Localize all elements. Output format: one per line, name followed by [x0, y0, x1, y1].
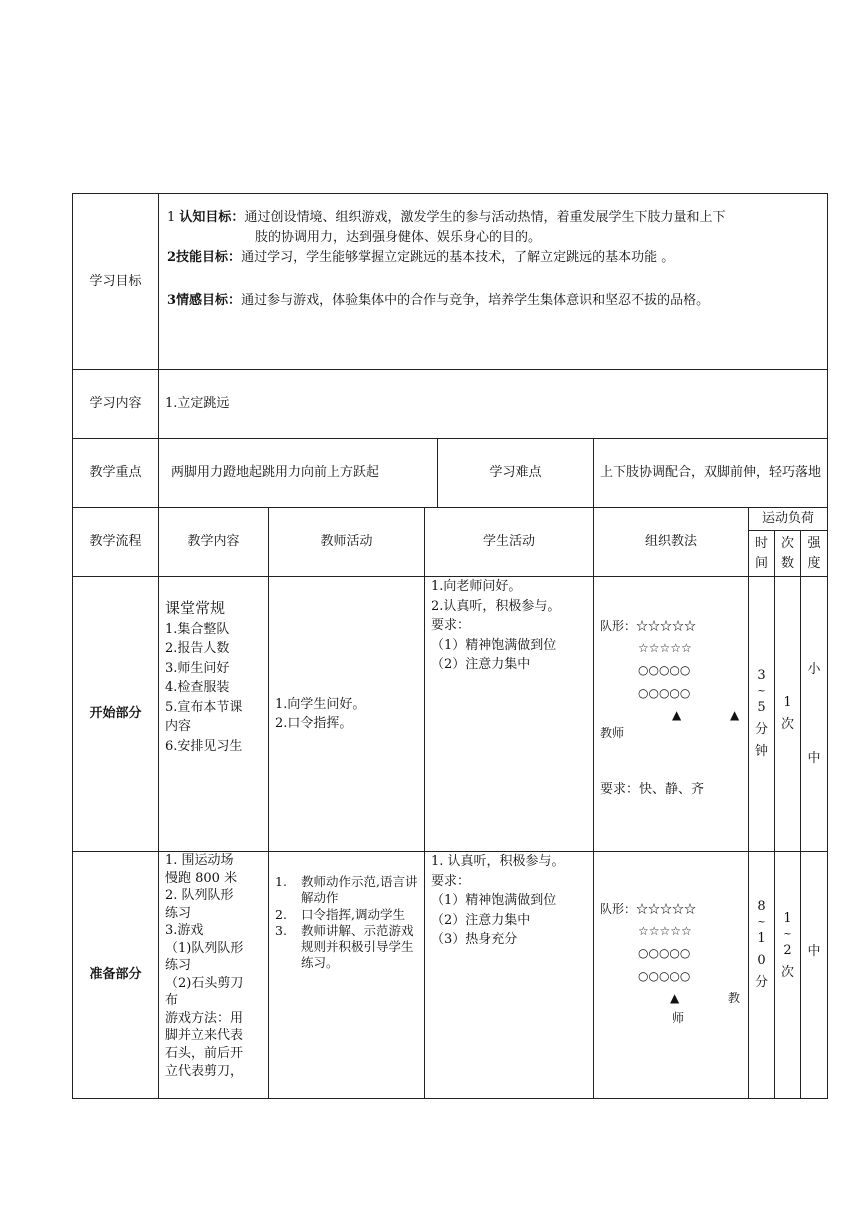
- prep-content: [159, 852, 269, 1099]
- goal-2: [167, 248, 819, 268]
- content-value: 1.立定跳远: [159, 370, 828, 439]
- start-student-item: 1.向老师问好。: [431, 579, 522, 594]
- prep-student-item: （1）精神饱满做到位: [431, 893, 557, 908]
- prep-student-item: （2）注意力集中: [431, 912, 531, 928]
- lesson-plan-table: [72, 193, 828, 1099]
- header-student: 学生活动: [425, 508, 594, 577]
- prep-time: 8 ~ 1 0 分: [749, 852, 775, 1099]
- prep-teacher-item: 2. 口令指挥,调动学生: [275, 906, 405, 922]
- start-content-item: 6.安排见习生: [165, 738, 243, 754]
- prep-student-item: 1. 认真听，积极参与。: [431, 854, 565, 869]
- start-teacher: [269, 577, 425, 852]
- prep-content-item: 立代表剪刀，: [165, 1063, 244, 1079]
- prep-content-item: 石头，前后开: [165, 1046, 244, 1062]
- goal-3-title: 情感目标：: [176, 292, 242, 308]
- formation-row: ☆☆☆☆☆: [638, 924, 692, 939]
- goal-1-title: 认知目标：: [179, 210, 245, 225]
- goals-label: 学习目标: [73, 194, 159, 370]
- focus-value: 两脚用力蹬地起跳用力向前上方跃起: [159, 439, 438, 508]
- start-content-item: 2.报告人数: [165, 641, 230, 656]
- header-count: 次 数: [775, 531, 801, 577]
- prep-student: [425, 852, 594, 1099]
- start-student-item: （2）注意力集中: [431, 657, 531, 672]
- formation-row: ☆☆☆☆☆: [636, 619, 697, 633]
- start-intensity: 小 中: [801, 577, 828, 852]
- prep-teacher-item: 3. 教师讲解、示范游戏规则并积极引导学生练习。: [275, 922, 414, 971]
- prep-org: [594, 852, 749, 1099]
- goal-2-title: 技能目标：: [176, 250, 242, 265]
- prep-row: [73, 852, 828, 1099]
- start-content-item: 5.宣布本节课: [165, 699, 243, 715]
- prep-content-item: 练习: [165, 958, 192, 974]
- goal-1-text: 通过创设情境、组织游戏，激发学生的参与活动热情，着重发展学生下肢力量和上下: [244, 210, 726, 225]
- prep-student-item: 要求：: [431, 873, 471, 889]
- start-count: 1 次: [775, 577, 801, 852]
- goal-2-num: 2: [167, 250, 177, 265]
- start-student-item: （1）精神饱满做到位: [431, 637, 557, 653]
- prep-content-item: 3.游戏: [165, 923, 204, 939]
- prep-student-item: （3）热身充分: [431, 932, 518, 947]
- start-student: [425, 577, 594, 852]
- prep-content-item: （1)队列队形: [165, 940, 244, 956]
- start-label: 开始部分: [73, 577, 159, 852]
- start-content-item: 4.检查服装: [165, 680, 230, 695]
- header-time: 时 间: [749, 531, 775, 577]
- start-content-item: 内容: [165, 719, 192, 734]
- start-student-item: 2.认真听，积极参与。: [431, 598, 561, 614]
- header-org: 组织教法: [594, 508, 749, 577]
- header-row-1: [73, 508, 828, 531]
- content-label: 学习内容: [73, 370, 159, 439]
- prep-content-item: 脚并立来代表: [165, 1028, 244, 1044]
- prep-teacher: [269, 852, 425, 1099]
- formation-row: ○○○○○: [638, 663, 691, 678]
- prep-content-item: 练习: [165, 905, 192, 921]
- start-requirement: 要求：快、静、齐: [600, 781, 705, 797]
- goal-3: [167, 291, 819, 311]
- prep-content-item: 2. 队列队形: [165, 888, 234, 904]
- formation-label: 队形：: [600, 902, 637, 916]
- goals-row: [73, 194, 828, 370]
- prep-content-item: 1. 围运动场: [165, 853, 234, 868]
- formation-row: ☆☆☆☆☆: [636, 902, 697, 916]
- start-content: [159, 577, 269, 852]
- teacher-marker-icon: ▲: [670, 990, 680, 1005]
- difficulty-label: 学习难点: [438, 439, 594, 508]
- formation-row: ☆☆☆☆☆: [638, 641, 692, 656]
- start-teacher-item: 1.向学生问好。: [275, 696, 366, 712]
- formation-row: ○○○○○: [638, 968, 691, 983]
- prep-count: 1 ~ 2 次: [775, 852, 801, 1099]
- prep-intensity: 中: [801, 852, 828, 1099]
- header-teach-content: 教学内容: [159, 508, 269, 577]
- difficulty-value: 上下肢协调配合，双脚前伸，轻巧落地: [594, 439, 828, 508]
- focus-label: 教学重点: [73, 439, 159, 508]
- teacher-marker-icon: ▲: [672, 707, 682, 722]
- start-content-item: 1.集合整队: [165, 621, 230, 637]
- teacher-label: 教: [728, 990, 741, 1005]
- start-student-item: 要求：: [431, 618, 471, 633]
- start-org: [594, 577, 749, 852]
- prep-content-item: 游戏方法：用: [165, 1010, 244, 1026]
- content-row: [73, 370, 828, 439]
- start-content-title: 课堂常规: [165, 599, 226, 617]
- goal-3-num: 3: [167, 292, 177, 308]
- teacher-marker-icon: ▲: [730, 707, 740, 722]
- prep-label: 准备部分: [73, 852, 159, 1099]
- prep-content-item: （2)石头剪刀: [165, 975, 244, 991]
- header-flow: 教学流程: [73, 508, 159, 577]
- start-time: 3 ~ 5 分 钟: [749, 577, 775, 852]
- goal-2-text: 通过学习，学生能够掌握立定跳远的基本技术，了解立定跳远的基本功能 。: [241, 250, 675, 265]
- formation-row: ○○○○○: [638, 685, 691, 700]
- start-row: [73, 577, 828, 852]
- start-content-item: 3.师生问好: [165, 660, 230, 676]
- teacher-label: 师: [672, 1010, 685, 1025]
- start-teacher-item: 2.口令指挥。: [275, 716, 353, 731]
- prep-teacher-item: 1. 教师动作示范,语言讲解动作: [275, 874, 418, 906]
- focus-row: [73, 439, 828, 508]
- header-load: 运动负荷: [749, 508, 828, 531]
- header-intensity: 强 度: [801, 531, 828, 577]
- goal-3-text: 通过参与游戏，体验集体中的合作与竞争，培养学生集体意识和坚忍不拔的品格。: [241, 292, 710, 308]
- goal-1-text-cont: 肢的协调用力，达到强身健体、娱乐身心的目的。: [255, 229, 542, 245]
- header-teacher: 教师活动: [269, 508, 425, 577]
- goal-1: [167, 208, 819, 228]
- goals-cell: [159, 194, 828, 370]
- formation-row: ○○○○○: [638, 946, 691, 961]
- prep-content-item: 慢跑 800 米: [165, 870, 238, 886]
- teacher-label: 教师: [600, 725, 625, 740]
- prep-content-item: 布: [165, 993, 179, 1009]
- goal-1-num: 1: [167, 210, 176, 225]
- formation-label: 队形：: [600, 619, 637, 633]
